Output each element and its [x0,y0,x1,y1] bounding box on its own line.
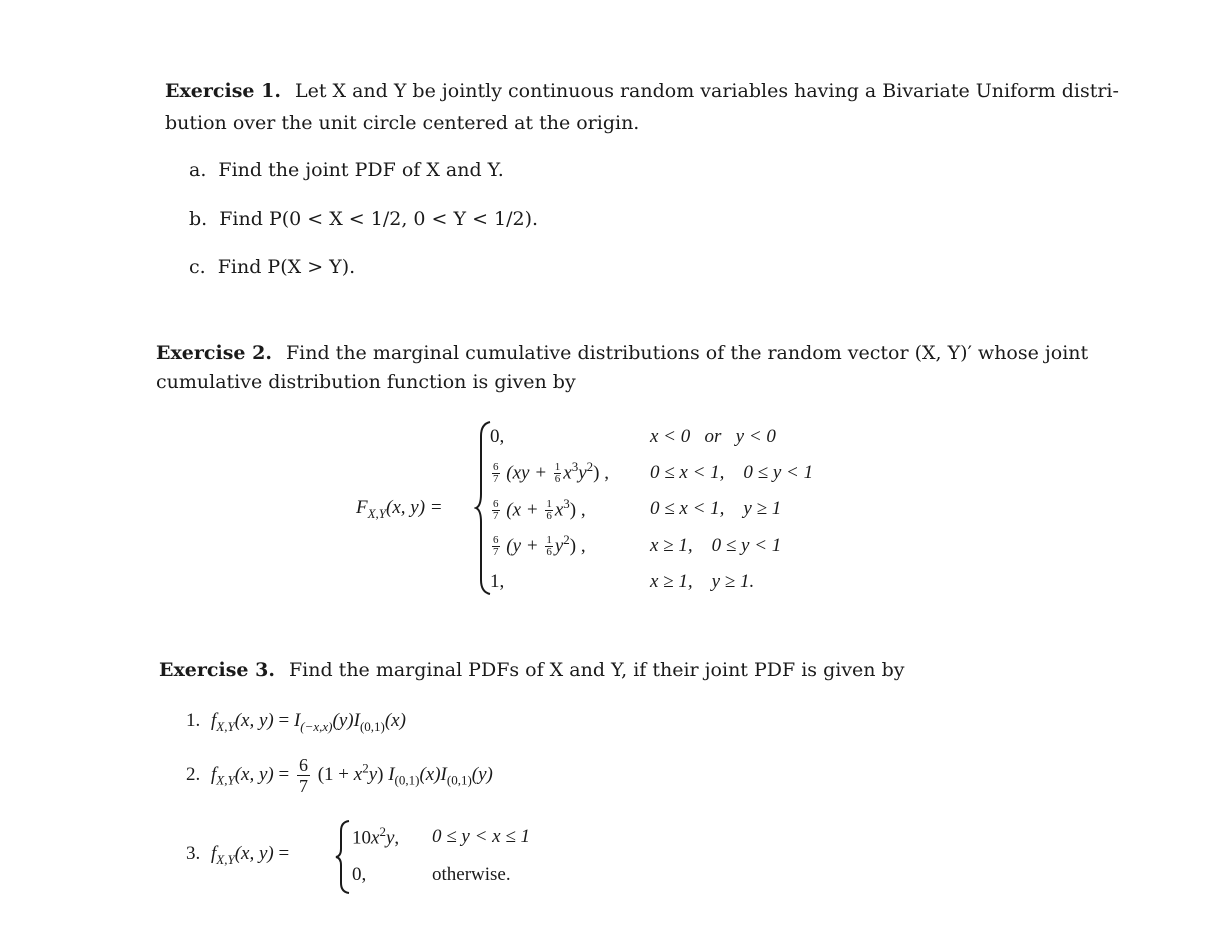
item-3-case-1-value: $10x^2y$, [352,824,400,849]
item-2-number: 2. [186,763,201,785]
cdf-case-1-condition: x < 0 or y < 0 [650,426,776,447]
part-c-label: c. [189,256,206,278]
part-a-text: Find the joint PDF of X and Y. [218,159,504,181]
exercise-1-part-b [189,207,538,231]
item-3-left-brace [334,819,352,895]
exercise-1-line-1 [165,79,1119,103]
exercise-3-item-2: 2. $f_{X,Y}(x$, y) = $\frac{6}{7}$ $(1 + x^2y)$ $I_{(0,1)}(x)I_{(0,1)}(y)$ [186,755,493,796]
exercise-3-label: Exercise 3. [159,659,275,681]
cdf-case-4-value: $\frac{6}{7}$ (y + $\frac{1}{6}$ $y^2$) , [493,532,586,559]
item-3-case-1-condition: 0 ≤ y < x ≤ 1 [432,826,531,847]
part-b-label: b. [189,208,208,230]
cdf-case-2-value: $\frac{6}{7}$ (xy + $\frac{1}{6}$ $x^3y^2$) , [493,459,609,486]
cdf-case-5-condition: x ≥ 1, y ≥ 1. [650,571,755,592]
exercise-3-item-3-lhs: 3. $f_{X,Y}(x$, y) = [186,843,290,867]
exercise-1-statement-line-2: bution over the unit circle centered at the origin. [165,112,640,134]
item-3-number: 3. [186,843,201,864]
exercise-1-part-a [189,158,504,182]
exercise-2-statement-line-1: Find the marginal cumulative distributions of the random vector (X, Y)′ whose joint [285,342,1089,364]
exercise-1-part-c [189,255,355,279]
item-3-case-2-value: 0, [352,864,367,885]
part-a-label: a. [189,159,207,181]
exercise-3-item-1: 1. $f_{X,Y}(x$, $y) = I_{(-x,x)}(y)I_{(0,1)}(x)$ [186,710,406,734]
exercise-2-line-1 [156,341,1088,365]
cdf-case-3-condition: 0 ≤ x < 1, y ≥ 1 [650,498,782,519]
exercise-3-statement: Find the marginal PDFs of X and Y, if their joint PDF is given by [288,659,905,681]
cdf-case-4-condition: x ≥ 1, 0 ≤ y < 1 [650,535,782,556]
exercise-3-line-1 [159,658,904,682]
cdf-case-5-value: 1, [490,571,505,592]
item-3-case-2-condition: otherwise. [432,864,511,885]
exercise-1-statement-line-1: Let X and Y be jointly continuous random variables having a Bivariate Uniform distri- [294,80,1119,102]
cdf-case-1-value: 0, [490,426,505,447]
cdf-lhs: $F_{X,Y}(x$, y) = [356,497,443,521]
exercise-2-label: Exercise 2. [156,342,272,364]
cdf-case-2-condition: 0 ≤ x < 1, 0 ≤ y < 1 [650,462,814,483]
part-b-text: Find P(0 < X < 1/2, 0 < Y < 1/2). [219,208,539,230]
item-1-number: 1. [186,710,201,731]
part-c-text: Find P(X > Y). [217,256,356,278]
exercise-2-statement-line-2: cumulative distribution function is given by [156,371,576,393]
exercise-1-label: Exercise 1. [165,80,281,102]
cdf-case-3-value: $\frac{6}{7}$ (x + $\frac{1}{6}$ $x^3$) , [493,496,586,523]
